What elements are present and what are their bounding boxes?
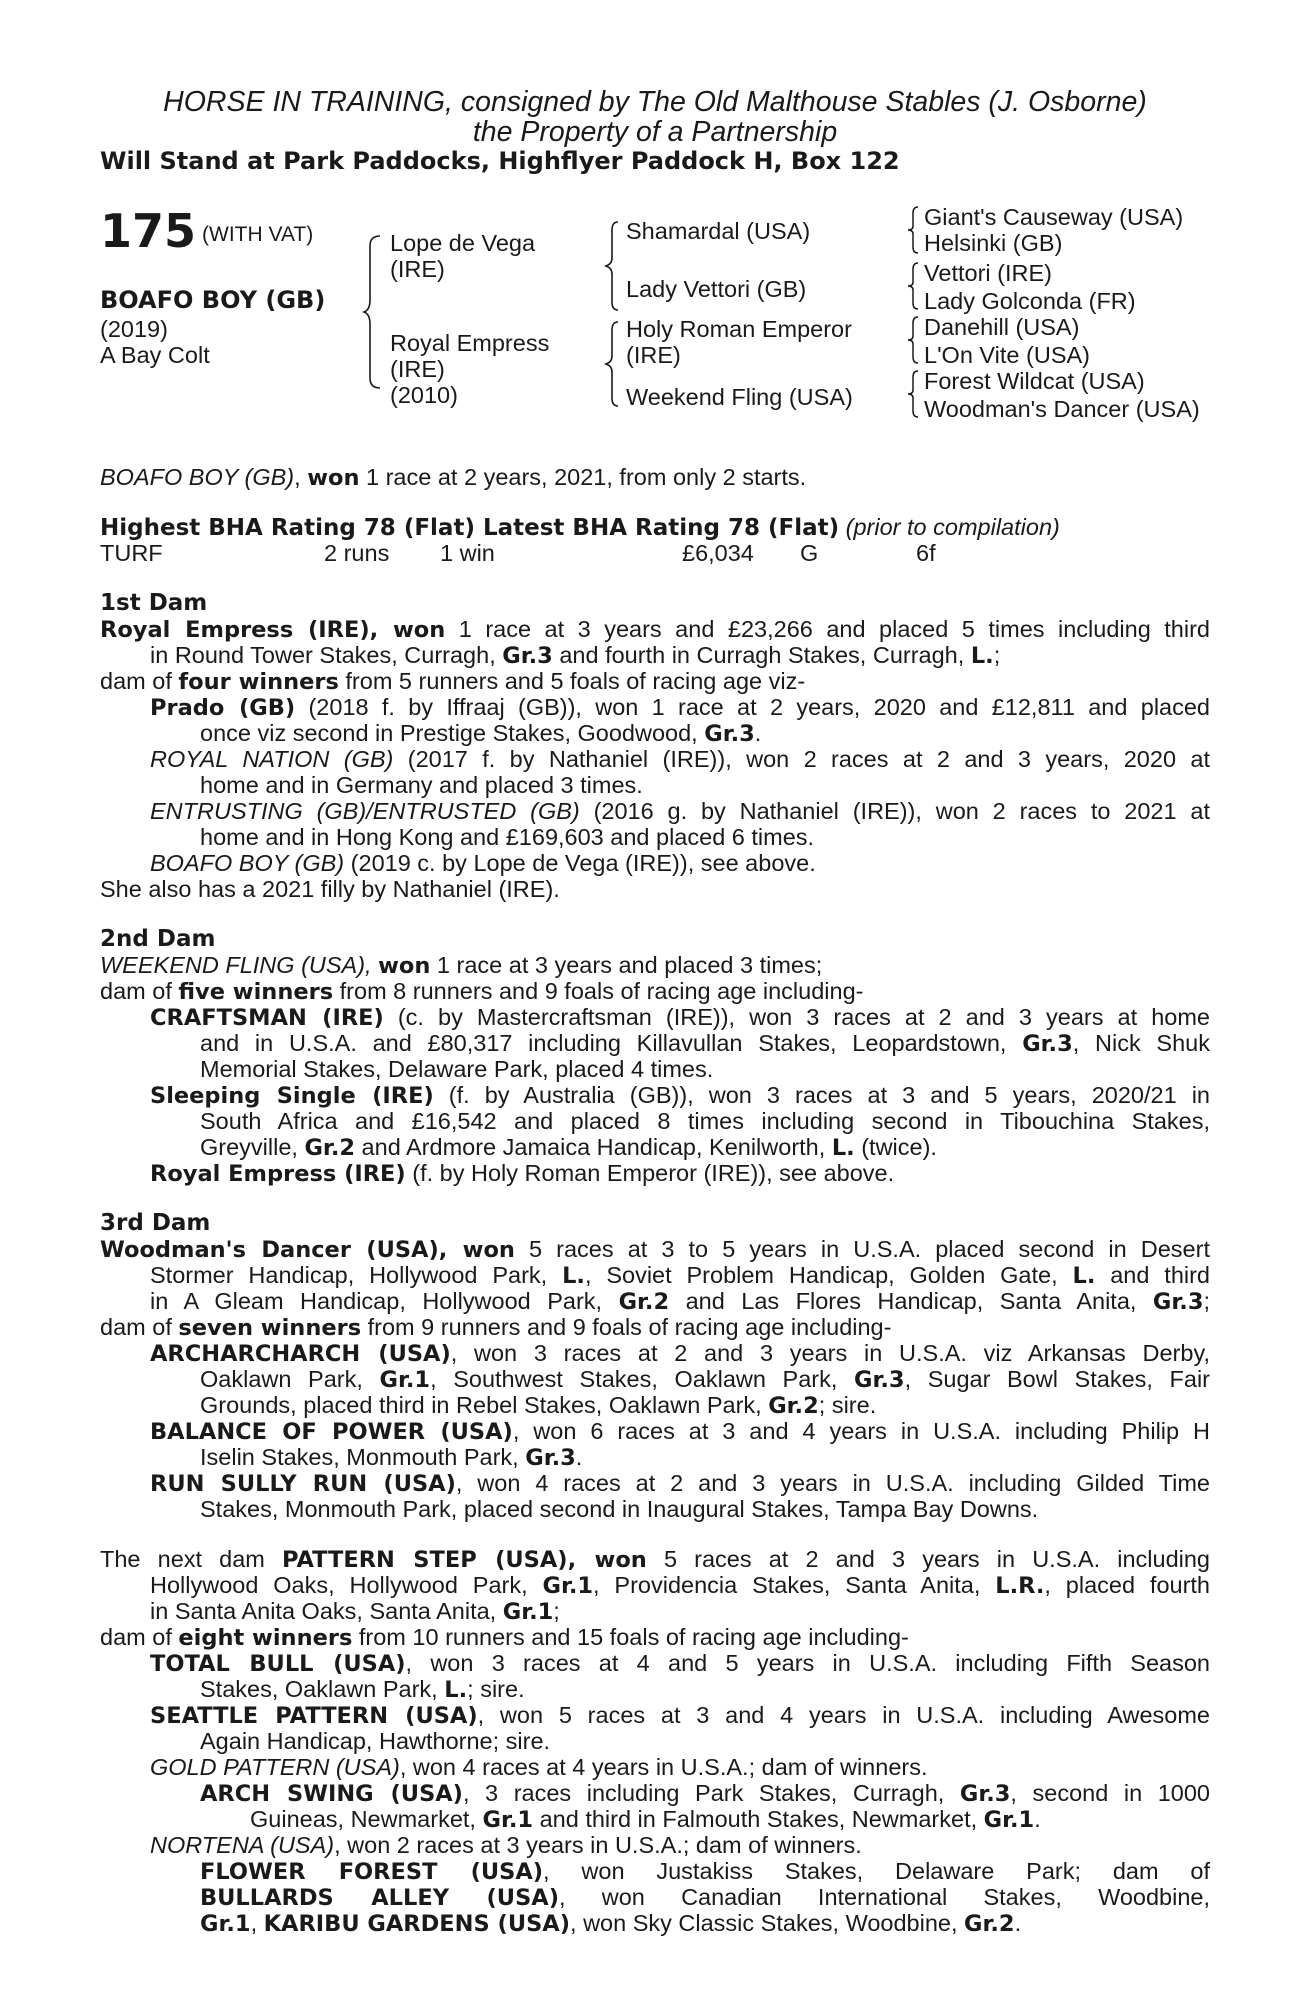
g3-2: Helsinki (GB)	[924, 230, 1063, 256]
sire-parents-brace	[604, 218, 624, 314]
horse-year: (2019)	[100, 316, 168, 342]
produce-craftsman-2: and in U.S.A. and £80,317 including Killavullan Stakes, Leopardstown, Gr.3, Nick Shuk	[200, 1030, 1211, 1057]
produce-boafo-boy: BOAFO BOY (GB) (2019 c. by Lope de Vega (IRE)), see above.	[150, 850, 816, 876]
g3-7: Forest Wildcat (USA)	[924, 368, 1145, 394]
dam1-line2: in Round Tower Stakes, Curragh, Gr.3 and fourth in Curragh Stakes, Curragh, L.;	[150, 642, 1001, 669]
nextdam-line3: in Santa Anita Oaks, Santa Anita, Gr.1;	[150, 1598, 560, 1625]
g3-1: Giant's Causeway (USA)	[924, 204, 1184, 230]
produce-prado: Prado (GB) (2018 f. by Iffraaj (GB)), won 1 race at 2 years, 2020 and £12,811 and placed	[150, 694, 1210, 721]
location-line: Will Stand at Park Paddocks, Highflyer Paddock H, Box 122	[100, 147, 900, 175]
produce-karibu-gardens: Gr.1, KARIBU GARDENS (USA), won Sky Classic Stakes, Woodbine, Gr.2.	[200, 1910, 1022, 1937]
produce-entrusting: ENTRUSTING (GB)/ENTRUSTED (GB) (2016 g. by Nathaniel (IRE)), won 2 races to 2021 at	[150, 798, 1210, 824]
g3-5: Danehill (USA)	[924, 314, 1080, 340]
produce-arch-swing-2: Guineas, Newmarket, Gr.1 and third in Falmouth Stakes, Newmarket, Gr.1.	[250, 1806, 1041, 1833]
produce-gold-pattern: GOLD PATTERN (USA), won 4 races at 4 years in U.S.A.; dam of winners.	[150, 1754, 928, 1780]
dam1-line1: Royal Empress (IRE), won 1 race at 3 years and £23,266 and placed 5 times including third	[100, 616, 1210, 643]
lot-number: 175	[100, 204, 197, 258]
produce-sleeping-single-2: South Africa and £16,542 and placed 8 times including second in Tibouchina Stakes,	[200, 1108, 1210, 1134]
rating-line: Highest BHA Rating 78 (Flat) Latest BHA Rating 78 (Flat) (prior to compilation)	[100, 514, 1060, 541]
g3-brace-2	[906, 260, 922, 312]
produce-balance-of-power-2: Iselin Stakes, Monmouth Park, Gr.3.	[200, 1444, 583, 1471]
produce-total-bull-2: Stakes, Oaklawn Park, L.; sire.	[200, 1676, 525, 1703]
vat-note: (WITH VAT)	[202, 223, 314, 246]
dam2-line1: WEEKEND FLING (USA), won 1 race at 3 years and placed 3 times;	[100, 952, 823, 979]
g3-6: L'On Vite (USA)	[924, 342, 1091, 368]
produce-nortena: NORTENA (USA), won 2 races at 3 years in U.S.A.; dam of winners.	[150, 1832, 862, 1858]
nextdam-line4: dam of eight winners from 10 runners and 15 foals of racing age including-	[100, 1624, 909, 1651]
race-summary: BOAFO BOY (GB), won 1 race at 2 years, 2021, from only 2 starts.	[100, 464, 807, 491]
dam3-line1: Woodman's Dancer (USA), won 5 races at 3 to 5 years in U.S.A. placed second in Desert	[100, 1236, 1210, 1263]
produce-seattle-pattern: SEATTLE PATTERN (USA), won 5 races at 3 and 4 years in U.S.A. including Awesome	[150, 1702, 1210, 1729]
dam-dam: Weekend Fling (USA)	[626, 384, 853, 410]
produce-run-sully-run: RUN SULLY RUN (USA), won 4 races at 2 and 3 years in U.S.A. including Gilded Time	[150, 1470, 1210, 1497]
dam2-line2: dam of five winners from 8 runners and 9 foals of racing age including-	[100, 978, 864, 1005]
sire-sire: Shamardal (USA)	[626, 218, 811, 244]
dam3-heading: 3rd Dam	[100, 1210, 211, 1236]
produce-royal-nation-2: home and in Germany and placed 3 times.	[200, 772, 643, 798]
produce-total-bull: TOTAL BULL (USA), won 3 races at 4 and 5 years in U.S.A. including Fifth Season	[150, 1650, 1210, 1677]
produce-prado-2: once viz second in Prestige Stakes, Goodwood, Gr.3.	[200, 720, 762, 747]
dam3-line2: Stormer Handicap, Hollywood Park, L., Soviet Problem Handicap, Golden Gate, L. and third	[150, 1262, 1210, 1289]
dam3-line4: dam of seven winners from 9 runners and 9 foals of racing age including-	[100, 1314, 892, 1341]
produce-craftsman-3: Memorial Stakes, Delaware Park, placed 4 times.	[200, 1056, 714, 1082]
dam3-line3: in A Gleam Handicap, Hollywood Park, Gr.2 and Las Flores Handicap, Santa Anita, Gr.3;	[150, 1288, 1211, 1315]
dam-name: Royal Empress (IRE) (2010)	[390, 330, 550, 408]
turf-earnings: £6,034	[682, 540, 754, 566]
produce-run-sully-run-2: Stakes, Monmouth Park, placed second in Inaugural Stakes, Tampa Bay Downs.	[200, 1496, 1039, 1522]
sire-dam-brace	[362, 232, 386, 392]
produce-flower-forest: FLOWER FOREST (USA), won Justakiss Stakes, Delaware Park; dam of	[200, 1858, 1210, 1885]
dam-sire: Holy Roman Emperor (IRE)	[626, 316, 852, 368]
consignor-line: HORSE IN TRAINING, consigned by The Old Malthouse Stables (J. Osborne)	[163, 86, 1147, 118]
g3-brace-1	[906, 204, 922, 256]
dam1-final: She also has a 2021 filly by Nathaniel (IRE).	[100, 876, 560, 902]
produce-royal-empress: Royal Empress (IRE) (f. by Holy Roman Emperor (IRE)), see above.	[150, 1160, 895, 1187]
turf-going: G	[800, 540, 819, 566]
produce-craftsman: CRAFTSMAN (IRE) (c. by Mastercraftsman (IRE)), won 3 races at 2 and 3 years at home	[150, 1004, 1210, 1031]
g3-3: Vettori (IRE)	[924, 260, 1052, 286]
g3-brace-4	[906, 368, 922, 420]
horse-name: BOAFO BOY (GB)	[100, 286, 326, 314]
horse-description: A Bay Colt	[100, 342, 210, 368]
sire-dam: Lady Vettori (GB)	[626, 276, 807, 302]
dam1-heading: 1st Dam	[100, 590, 208, 616]
turf-wins: 1 win	[440, 540, 495, 566]
produce-royal-nation: ROYAL NATION (GB) (2017 f. by Nathaniel (IRE)), won 2 races at 2 and 3 years, 2020 at	[150, 746, 1210, 772]
produce-entrusting-2: home and in Hong Kong and £169,603 and placed 6 times.	[200, 824, 815, 850]
property-line: the Property of a Partnership	[472, 116, 838, 148]
produce-sleeping-single-3: Greyville, Gr.2 and Ardmore Jamaica Handicap, Kenilworth, L. (twice).	[200, 1134, 937, 1161]
produce-bullards-alley: BULLARDS ALLEY (USA), won Canadian International Stakes, Woodbine,	[200, 1884, 1210, 1911]
turf-label: TURF	[100, 540, 163, 566]
turf-runs: 2 runs	[324, 540, 390, 566]
produce-archarcharch: ARCHARCHARCH (USA), won 3 races at 2 and 3 years in U.S.A. viz Arkansas Derby,	[150, 1340, 1210, 1367]
dam2-heading: 2nd Dam	[100, 926, 216, 952]
produce-archarcharch-3: Grounds, placed third in Rebel Stakes, Oaklawn Park, Gr.2; sire.	[200, 1392, 877, 1419]
g3-8: Woodman's Dancer (USA)	[924, 396, 1200, 422]
produce-seattle-pattern-2: Again Handicap, Hawthorne; sire.	[200, 1728, 551, 1754]
produce-arch-swing: ARCH SWING (USA), 3 races including Park Stakes, Curragh, Gr.3, second in 1000	[200, 1780, 1210, 1807]
turf-distance: 6f	[916, 540, 936, 566]
sire-name: Lope de Vega (IRE)	[390, 230, 536, 282]
produce-archarcharch-2: Oaklawn Park, Gr.1, Southwest Stakes, Oaklawn Park, Gr.3, Sugar Bowl Stakes, Fair	[200, 1366, 1210, 1393]
produce-sleeping-single: Sleeping Single (IRE) (f. by Australia (GB)), won 3 races at 3 and 5 years, 2020/21 in	[150, 1082, 1210, 1109]
lot-number-block	[100, 206, 313, 256]
g3-brace-3	[906, 314, 922, 366]
g3-4: Lady Golconda (FR)	[924, 288, 1136, 314]
nextdam-line1: The next dam PATTERN STEP (USA), won 5 races at 2 and 3 years in U.S.A. including	[100, 1546, 1210, 1573]
dam1-line3: dam of four winners from 5 runners and 5 foals of racing age viz-	[100, 668, 806, 695]
produce-balance-of-power: BALANCE OF POWER (USA), won 6 races at 3 and 4 years in U.S.A. including Philip H	[150, 1418, 1211, 1445]
nextdam-line2: Hollywood Oaks, Hollywood Park, Gr.1, Providencia Stakes, Santa Anita, L.R., placed fourth	[150, 1572, 1211, 1599]
dam-parents-brace	[604, 318, 624, 410]
